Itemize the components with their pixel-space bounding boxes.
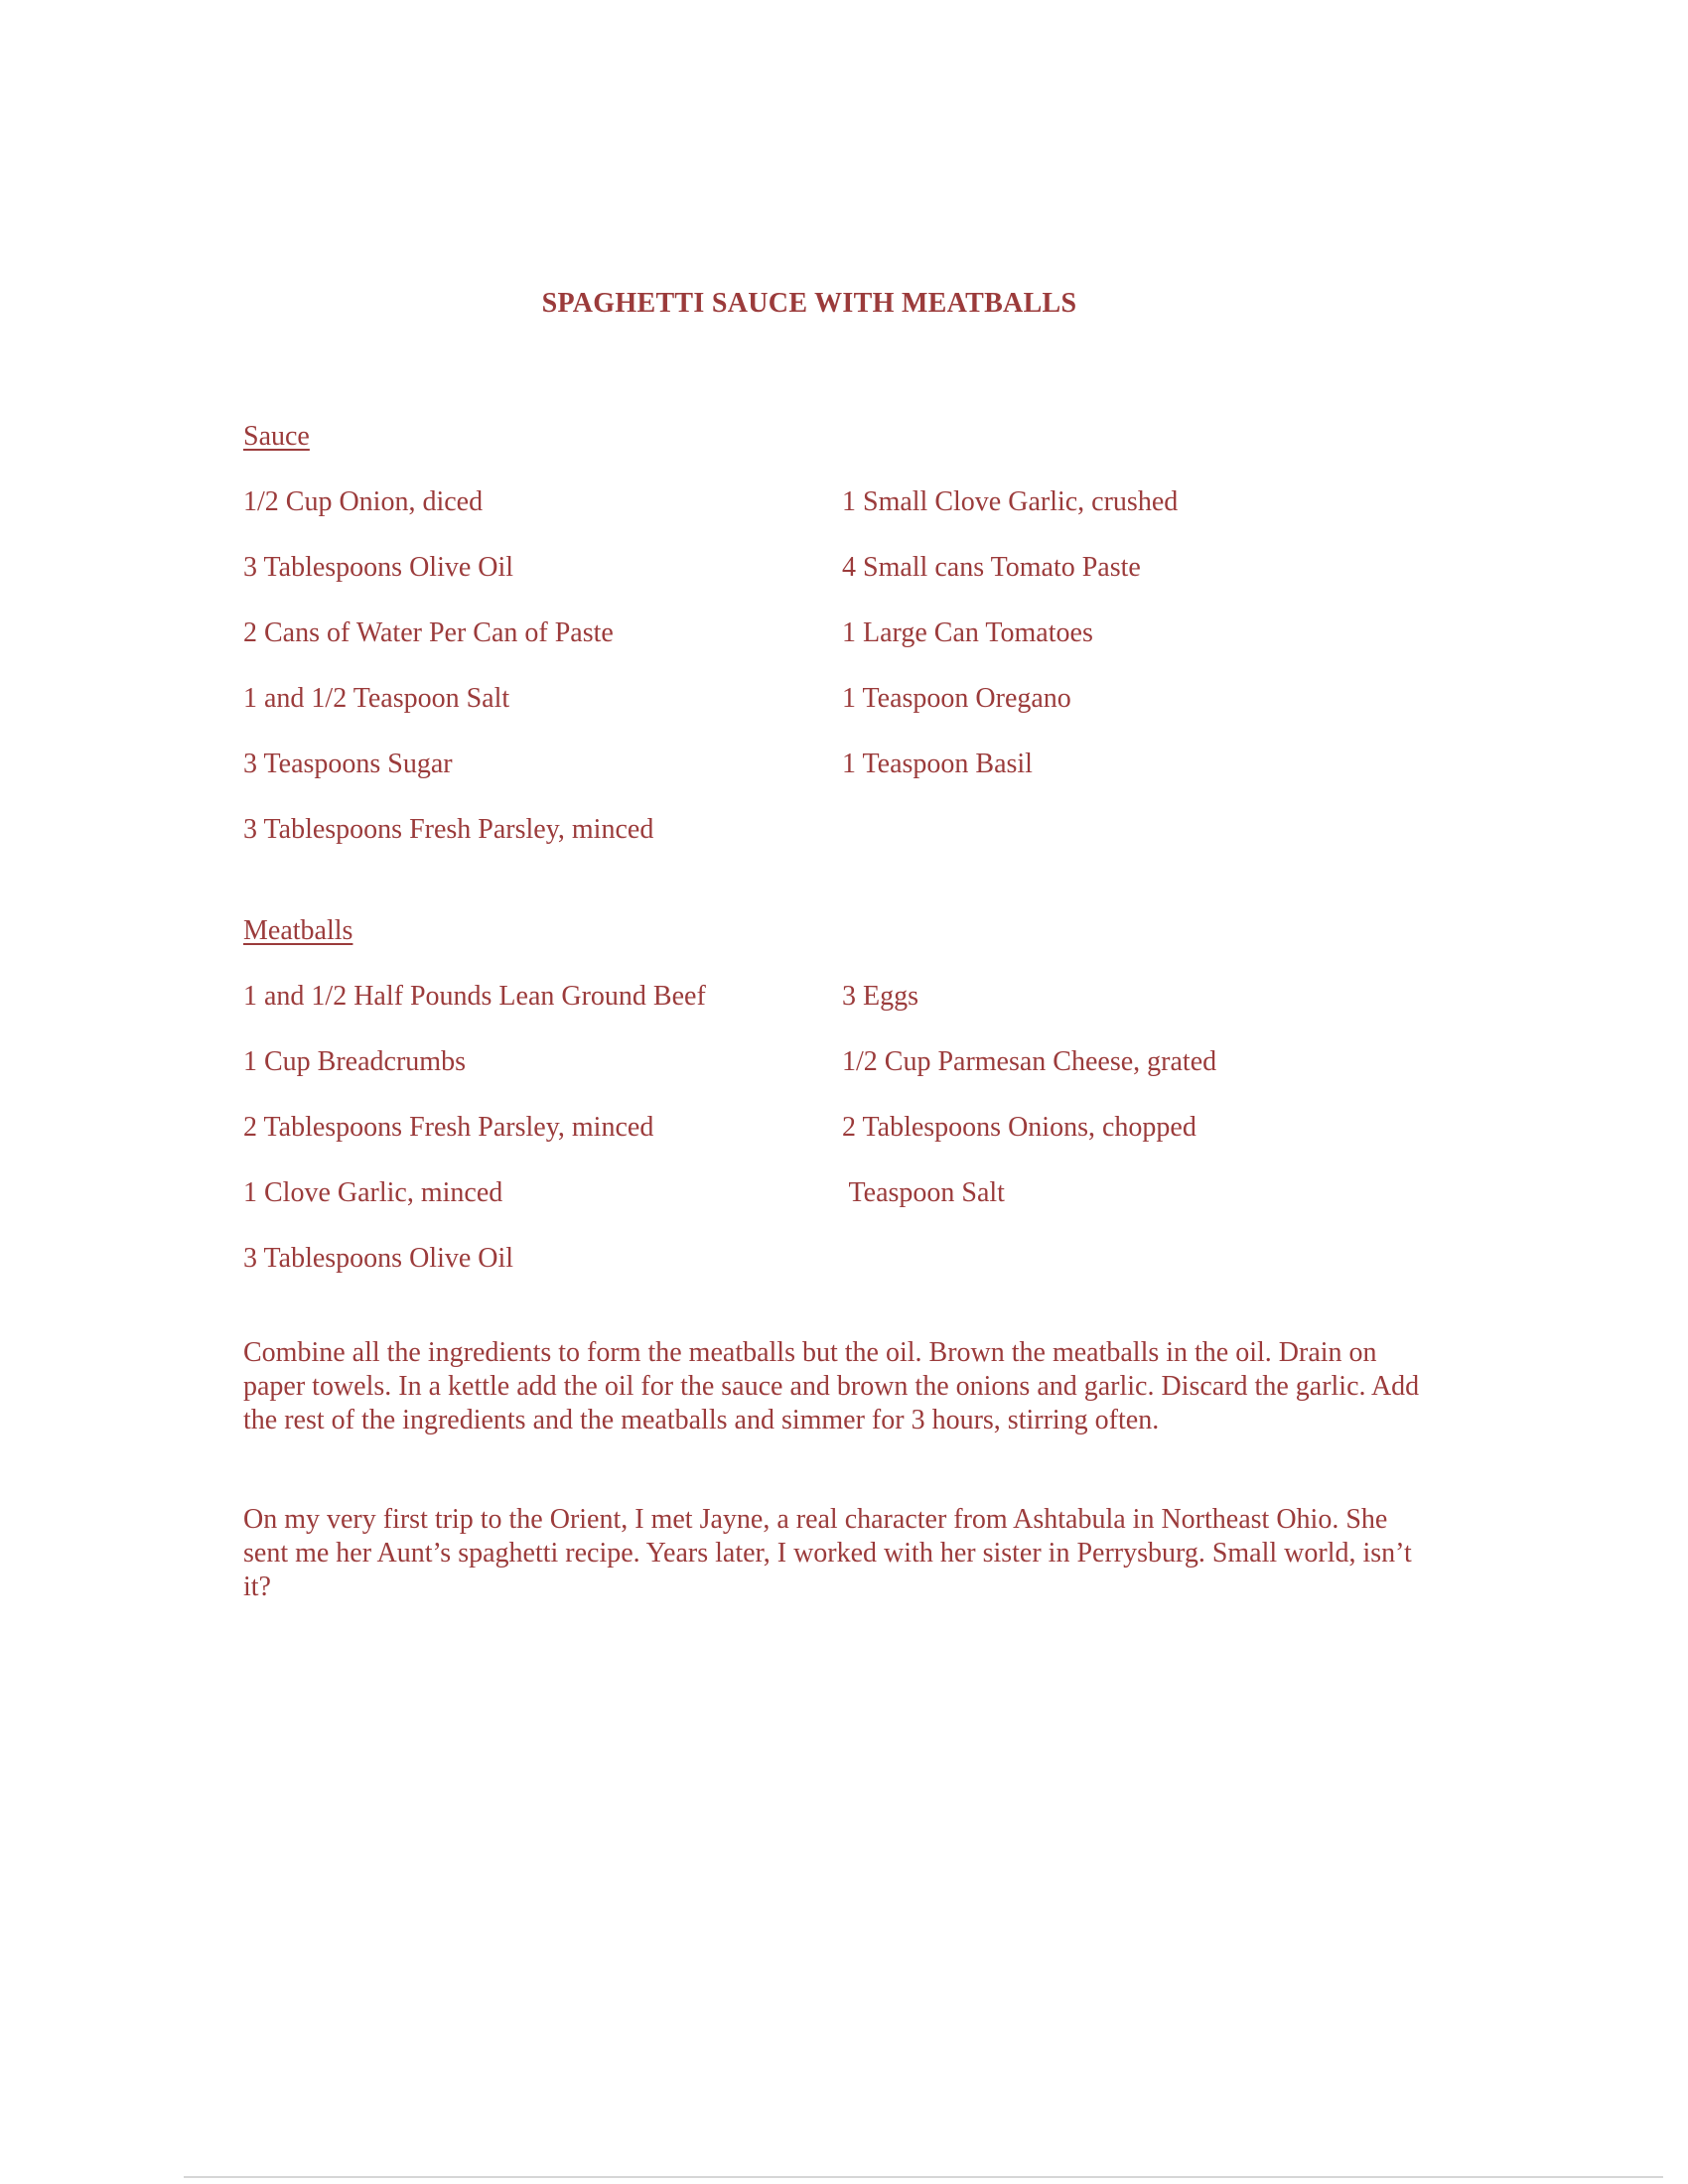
story-paragraph: On my very first trip to the Orient, I met Jayne, a real character from Ashtabula in Northeast Ohio. She sent me her Aunt’s spaghetti recipe. Years later, I worked with her sister in Perrysburg. Small world, isn’t it? [243, 1504, 1412, 1602]
meatball-ingredient: 3 Tablespoons Olive Oil [243, 1243, 514, 1274]
sauce-ingredient: 2 Cans of Water Per Can of Paste [243, 617, 614, 648]
meatballs-heading: Meatballs [243, 915, 353, 946]
sauce-ingredient: 3 Teaspoons Sugar [243, 749, 453, 779]
meatball-ingredient: 3 Eggs [842, 981, 918, 1012]
sauce-ingredient: 1 Teaspoon Oregano [842, 683, 1071, 714]
sauce-ingredient: 1/2 Cup Onion, diced [243, 486, 484, 517]
meatball-ingredient: 2 Tablespoons Onions, chopped [842, 1112, 1196, 1143]
page-title: SPAGHETTI SAUCE WITH MEATBALLS [541, 288, 1077, 319]
sauce-ingredient: 3 Tablespoons Fresh Parsley, minced [243, 814, 654, 845]
meatball-ingredient: 2 Tablespoons Fresh Parsley, minced [243, 1112, 654, 1143]
meatball-ingredient: 1 Cup Breadcrumbs [243, 1046, 466, 1077]
sauce-heading: Sauce [243, 421, 310, 452]
sauce-ingredient: 1 Large Can Tomatoes [842, 617, 1093, 648]
sauce-ingredient: 1 Teaspoon Basil [842, 749, 1033, 779]
sauce-ingredient: 1 and 1/2 Teaspoon Salt [243, 683, 510, 714]
meatball-ingredient: 1/2 Cup Parmesan Cheese, grated [842, 1046, 1217, 1077]
sauce-ingredient: 4 Small cans Tomato Paste [842, 552, 1141, 583]
sauce-ingredient: 1 Small Clove Garlic, crushed [842, 486, 1179, 517]
meatball-ingredient: 1 and 1/2 Half Pounds Lean Ground Beef [243, 981, 706, 1012]
meatball-ingredient: Teaspoon Salt [842, 1177, 1005, 1208]
instructions-paragraph: Combine all the ingredients to form the meatballs but the oil. Brown the meatballs in the oil. Drain on paper towels. In a kettle add the oil for the sauce and brown the onions and garlic. Discard the garlic. Add the rest of the ingredients and the meatballs and simmer for 3 hours, stirring often. [243, 1337, 1420, 1435]
meatball-ingredient: 1 Clove Garlic, minced [243, 1177, 503, 1208]
page-edge-line [184, 2176, 1663, 2178]
sauce-ingredient: 3 Tablespoons Olive Oil [243, 552, 514, 583]
